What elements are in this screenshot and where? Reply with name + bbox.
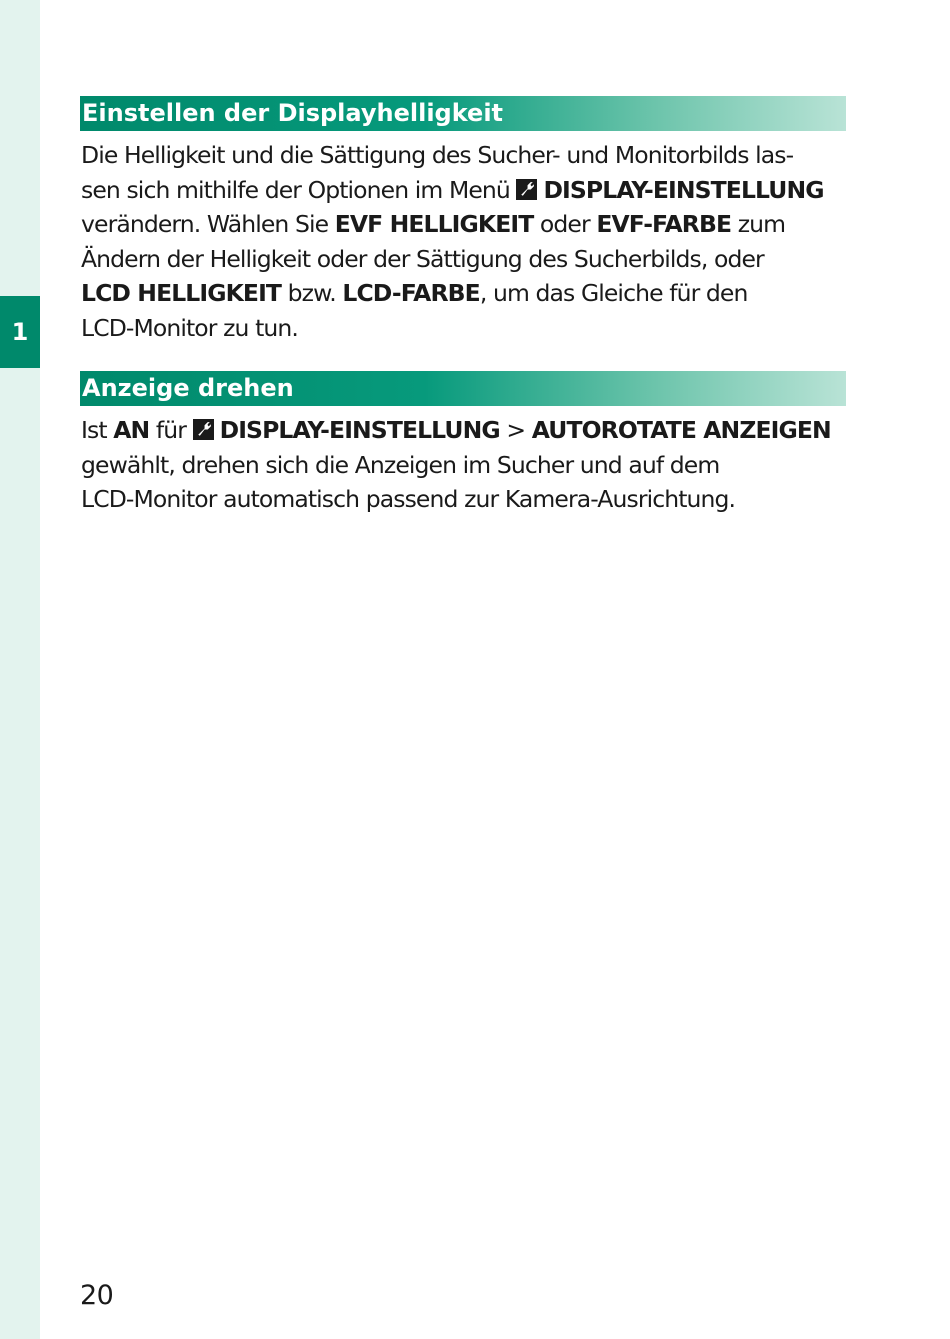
page-number: 20 xyxy=(80,1280,114,1311)
text-line: sen sich mithilfe der Optionen im Menü DISPLAY-EINSTELLUNG xyxy=(81,175,824,204)
text-line: LCD-Monitor zu tun. xyxy=(81,313,298,342)
text-line: LCD HELLIGKEIT bzw. LCD-FARBE, um das Gleiche für den xyxy=(81,279,748,307)
section-body-display-brightness xyxy=(81,138,881,345)
chapter-tab xyxy=(0,296,40,368)
text-line: verändern. Wählen Sie EVF HELLIGKEIT oder EVF-FARBE zum xyxy=(81,210,786,238)
section-heading-rotate-display: Anzeige drehen xyxy=(80,371,846,406)
text-line: Ist AN für DISPLAY-EINSTELLUNG > AUTOROTATE ANZEIGEN xyxy=(81,416,831,444)
text-line: gewählt, drehen sich die Anzeigen im Sucher und auf dem xyxy=(81,450,720,479)
section-body-rotate-display xyxy=(81,413,881,517)
wrench-icon xyxy=(193,419,214,440)
text-line: LCD-Monitor automatisch passend zur Kamera-Ausrichtung. xyxy=(81,485,736,513)
section-heading-display-brightness: Einstellen der Displayhelligkeit xyxy=(80,96,846,131)
text-line: Ändern der Helligkeit oder der Sättigung des Sucherbilds, oder xyxy=(81,244,764,273)
side-margin-band xyxy=(0,0,40,1339)
text-line: Die Helligkeit und die Sättigung des Sucher- und Monitorbilds las- xyxy=(81,141,794,169)
chapter-number: 1 xyxy=(11,318,29,346)
wrench-icon xyxy=(516,179,537,200)
